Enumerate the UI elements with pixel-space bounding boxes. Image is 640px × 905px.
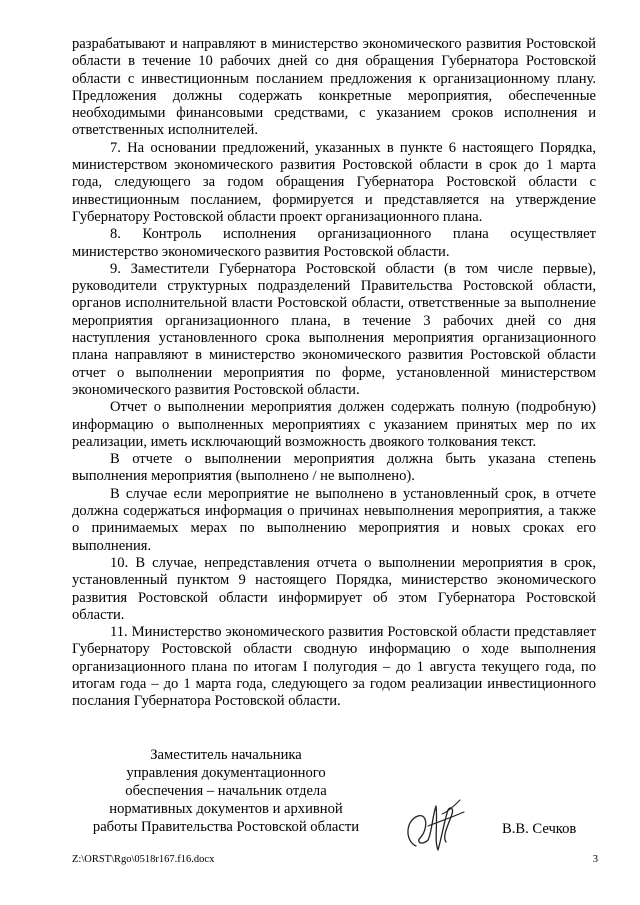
paragraph-7: 7. На основании предложений, указанных в пункте 6 настоящего Порядка, министерством экономического развития Ростовской области в срок до 1 марта года, следующего за годом обращения Губернатора Ростовской области с инвестиционным посланием, формируется и представляется на утверждение Губернатору Ростовской области проект организационного плана.	[72, 139, 596, 225]
paragraph-8: 8. Контроль исполнения организационного плана осуществляет министерство экономического развития Ростовской области.	[72, 226, 596, 260]
paragraph-9-completion-status: В отчете о выполнении мероприятия должна быть указана степень выполнения мероприятия (выполнено / не выполнено).	[72, 451, 596, 485]
signatory-position	[88, 746, 364, 836]
document-body	[72, 36, 596, 711]
handwritten-signature	[398, 796, 470, 856]
paragraph-9: 9. Заместители Губернатора Ростовской области (в том числе первые), руководители структурных подразделений Правительства Ростовской области, органов исполнительной власти Ростовской области, ответственные за выполнение мероприятия организационного плана, в течение 3 рабочих дней со дня наступления установленного срока выполнения мероприятия организационного плана направляют в министерство экономического развития Ростовской области отчет о выполнении мероприятия по форме, установленной министерством экономического развития Ростовской области.	[72, 260, 596, 398]
paragraph-9-report-content: Отчет о выполнении мероприятия должен содержать полную (подробную) информацию о выполненных мероприятиях с указанием принятых мер по их реализации, иметь исключающий возможность двоякого толкования текст.	[72, 399, 596, 450]
signer-name: В.В. Сечков	[502, 821, 577, 837]
paragraph-9-non-completion: В случае если мероприятие не выполнено в установленный срок, в отчете должна содержаться информация о причинах невыполнения мероприятия, а также о принимаемых мерах по выполнению мероприятия и новых сроках его выполнения.	[72, 485, 596, 554]
page-number: 3	[592, 854, 598, 865]
paragraph-10: 10. В случае, непредставления отчета о выполнении мероприятия в срок, установленный пунктом 9 настоящего Порядка, министерство экономического развития Ростовской области информирует об этом Губернатора Ростовской области.	[72, 554, 596, 623]
position-line: управления документационного	[126, 765, 326, 781]
position-line: нормативных документов и архивной	[109, 801, 343, 817]
paragraph-11: 11. Министерство экономического развития Ростовской области представляет Губернатору Ростовской области сводную информацию о ходе выполнения организационного плана по итогам I полугодия – до 1 августа текущего года, по итогам года – до 1 марта года, следующего за годом реализации инвестиционного послания Губернатора Ростовской области.	[72, 624, 596, 710]
position-line: обеспечения – начальник отдела	[125, 783, 327, 799]
position-line: Заместитель начальника	[150, 747, 302, 763]
position-line: работы Правительства Ростовской области	[92, 819, 360, 835]
paragraph-6-continuation: разрабатывают и направляют в министерство экономического развития Ростовской области в течение 10 рабочих дней со дня обращения Губернатора Ростовской области с инвестиционным посланием предложения к организационному плану. Предложения должны содержать конкретные мероприятия, обеспеченные необходимыми финансовыми средствами, с указанием сроков исполнения и ответственных исполнителей.	[72, 36, 596, 139]
footer-file-path: Z:\ORST\Rgo\0518r167.f16.docx	[72, 854, 215, 865]
